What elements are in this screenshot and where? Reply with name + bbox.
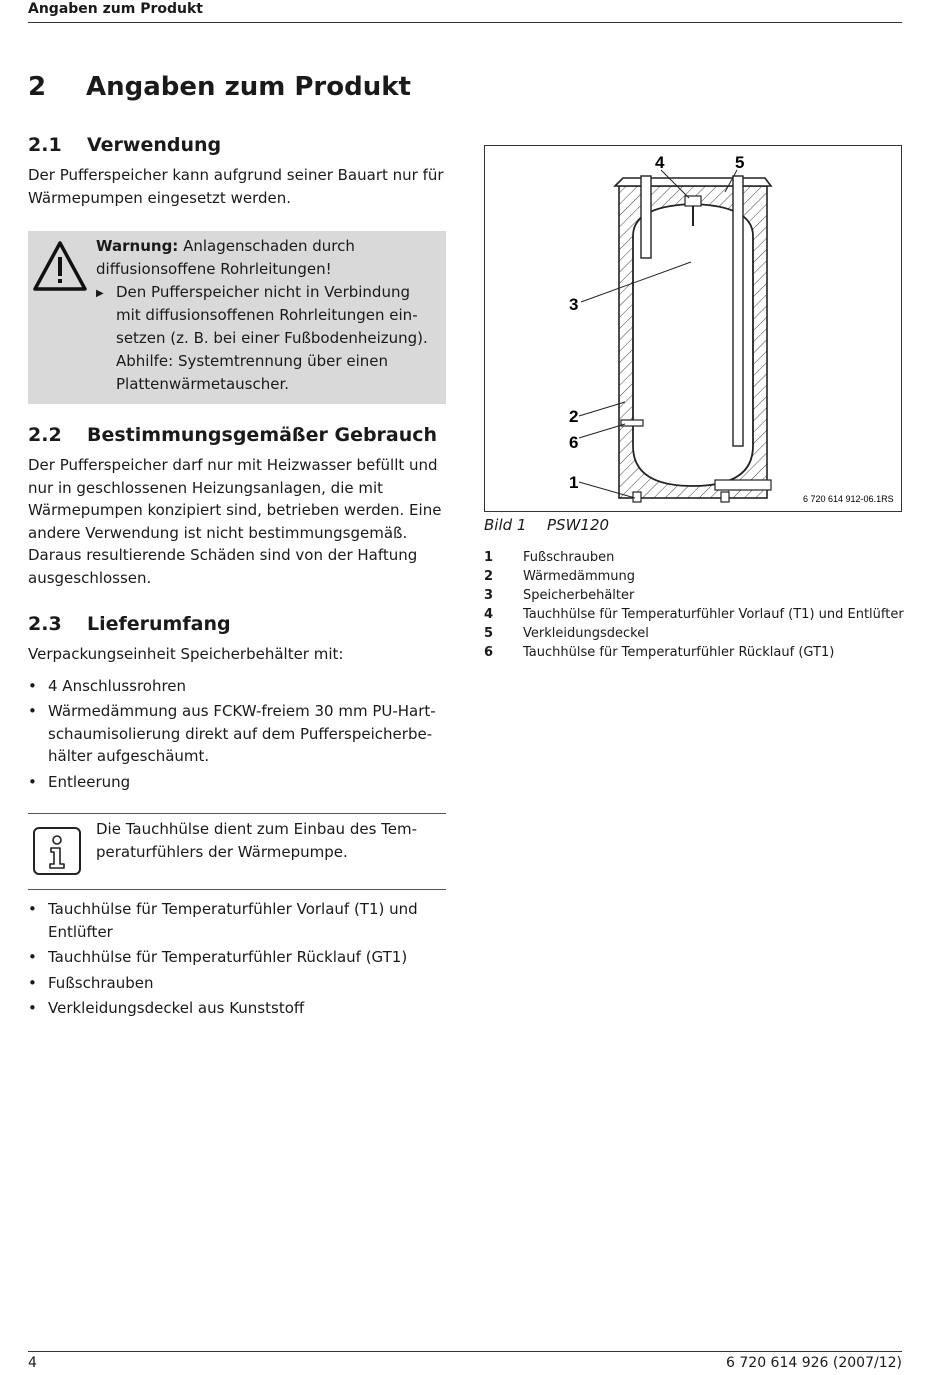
legend-number: 4 xyxy=(484,607,494,622)
info-note xyxy=(28,813,446,890)
callout-6: 6 xyxy=(569,433,579,452)
legend-text: Fußschrauben xyxy=(523,550,615,565)
caption-title: PSW120 xyxy=(547,516,610,534)
left-column xyxy=(28,132,446,1023)
section-2-2-heading xyxy=(28,422,446,448)
callout-1: 1 xyxy=(569,473,579,492)
list-item-text: 4 Anschlussrohren xyxy=(48,676,187,695)
list-item: • Wärmedämmung aus FCKW-freiem 30 mm PU-Hartschaumisolierung direkt auf dem Pufferspeicherbehälter aufgeschäumt. xyxy=(28,700,446,768)
legend-row xyxy=(484,605,904,624)
callout-4: 4 xyxy=(655,153,665,172)
info-note-text: Die Tauchhülse dient zum Einbau des Temperaturfühlers der Wärmepumpe. xyxy=(96,820,418,861)
section-2-3-heading xyxy=(28,611,446,637)
section-number: 2.3 xyxy=(28,613,62,635)
figure-psw120 xyxy=(484,145,902,512)
chapter-title: Angaben zum Produkt xyxy=(86,72,411,102)
section-title: Verwendung xyxy=(87,134,222,156)
tank-diagram xyxy=(485,146,901,511)
legend-text: Wärmedämmung xyxy=(523,569,636,584)
legend-text: Speicherbehälter xyxy=(523,588,635,603)
page-footer xyxy=(28,1351,902,1375)
section-title: Bestimmungsgemäßer Gebrauch xyxy=(87,424,438,446)
info-icon xyxy=(32,826,82,876)
chapter-number: 2 xyxy=(28,72,47,102)
legend-number: 2 xyxy=(484,569,494,584)
legend-number: 3 xyxy=(484,588,494,603)
section-number: 2.1 xyxy=(28,134,62,156)
legend-text: Tauchhülse für Temperaturfühler Vorlauf (T1) und Entlüfter xyxy=(523,607,904,622)
legend-number: 6 xyxy=(484,645,494,660)
legend-number: 1 xyxy=(484,550,494,565)
section-2-1-text: Der Pufferspeicher kann aufgrund seiner Bauart nur für Wärmepumpen eingesetzt werden. xyxy=(28,166,444,207)
callout-5: 5 xyxy=(735,153,745,172)
caption-label: Bild 1 xyxy=(484,516,527,534)
list-item-text: Entleerung xyxy=(48,772,131,791)
section-title: Lieferumfang xyxy=(87,613,231,635)
warning-bullet xyxy=(96,281,438,396)
callout-3: 3 xyxy=(569,295,579,314)
page-number: 4 xyxy=(28,1355,37,1371)
legend-row xyxy=(484,624,904,643)
warning-triangle-icon xyxy=(32,239,88,293)
legend-row xyxy=(484,643,904,662)
callout-2: 2 xyxy=(569,407,579,426)
figure-code: 6 720 614 912-06.1RS xyxy=(803,494,894,504)
section-2-1-heading xyxy=(28,132,446,158)
figure-caption xyxy=(484,516,904,538)
section-2-2-text: Der Pufferspeicher darf nur mit Heizwasser befüllt und nur in geschlossenen Heizungsanlagen, die mit Wärmepumpen konzipiert sind, betrieben werden. Eine andere Verwendung ist nicht bestimmungsgemäß. Daraus resultierende Schäden sind von der Haftung ausgeschlossen. xyxy=(28,456,442,587)
list-item-text: Tauchhülse für Temperaturfühler Vorlauf (T1) und Entlüfter xyxy=(48,900,418,941)
list-item: • Tauchhülse für Temperaturfühler Rücklauf (GT1) xyxy=(28,946,446,969)
legend-row xyxy=(484,548,904,567)
legend-row xyxy=(484,586,904,605)
list-item-text: Fußschrauben xyxy=(48,973,154,992)
list-item: • Verkleidungsdeckel aus Kunststoff xyxy=(28,997,446,1020)
figure-legend xyxy=(484,548,904,662)
running-header-title: Angaben zum Produkt xyxy=(28,1,203,17)
list-item-text: Verkleidungsdeckel aus Kunststoff xyxy=(48,999,305,1017)
warning-box xyxy=(28,231,446,404)
legend-text: Tauchhülse für Temperaturfühler Rücklauf (GT1) xyxy=(523,645,835,660)
warning-text: Anlagenschaden durch diffusionsoffene Rohrleitungen! xyxy=(96,237,355,278)
document-number: 6 720 614 926 (2007/12) xyxy=(726,1355,902,1371)
legend-number: 5 xyxy=(484,626,494,641)
list-item: • Fußschrauben xyxy=(28,972,446,995)
section-number: 2.2 xyxy=(28,424,62,446)
list-item-text: Tauchhülse für Temperaturfühler Rücklauf (GT1) xyxy=(48,948,408,966)
delivery-list-2 xyxy=(28,898,446,1020)
section-2-3-intro: Verpackungseinheit Speicherbehälter mit: xyxy=(28,645,344,663)
legend-row xyxy=(484,567,904,586)
running-header xyxy=(28,0,902,23)
list-item: • 4 Anschlussrohren xyxy=(28,675,446,698)
list-item-text: Wärmedämmung aus FCKW-freiem 30 mm PU-Hartschaumisolierung direkt auf dem Pufferspeicherbehälter aufgeschäumt. xyxy=(48,702,436,765)
delivery-list xyxy=(28,675,446,794)
triangle-bullet-icon: ▶ xyxy=(96,288,104,299)
legend-text: Verkleidungsdeckel xyxy=(523,626,649,641)
list-item: • Entleerung xyxy=(28,771,446,794)
right-column xyxy=(484,145,904,662)
chapter-heading xyxy=(28,72,411,102)
warning-bullet-text: Den Pufferspeicher nicht in Verbindung mit diffusionsoffenen Rohrleitungen einsetzen (z. B. bei einer Fußbodenheizung). Abhilfe: Systemtrennung über einen Plattenwärmetauscher. xyxy=(116,283,428,393)
warning-label: Warnung: xyxy=(96,237,179,255)
list-item: • Tauchhülse für Temperaturfühler Vorlauf (T1) und Entlüfter xyxy=(28,898,446,943)
